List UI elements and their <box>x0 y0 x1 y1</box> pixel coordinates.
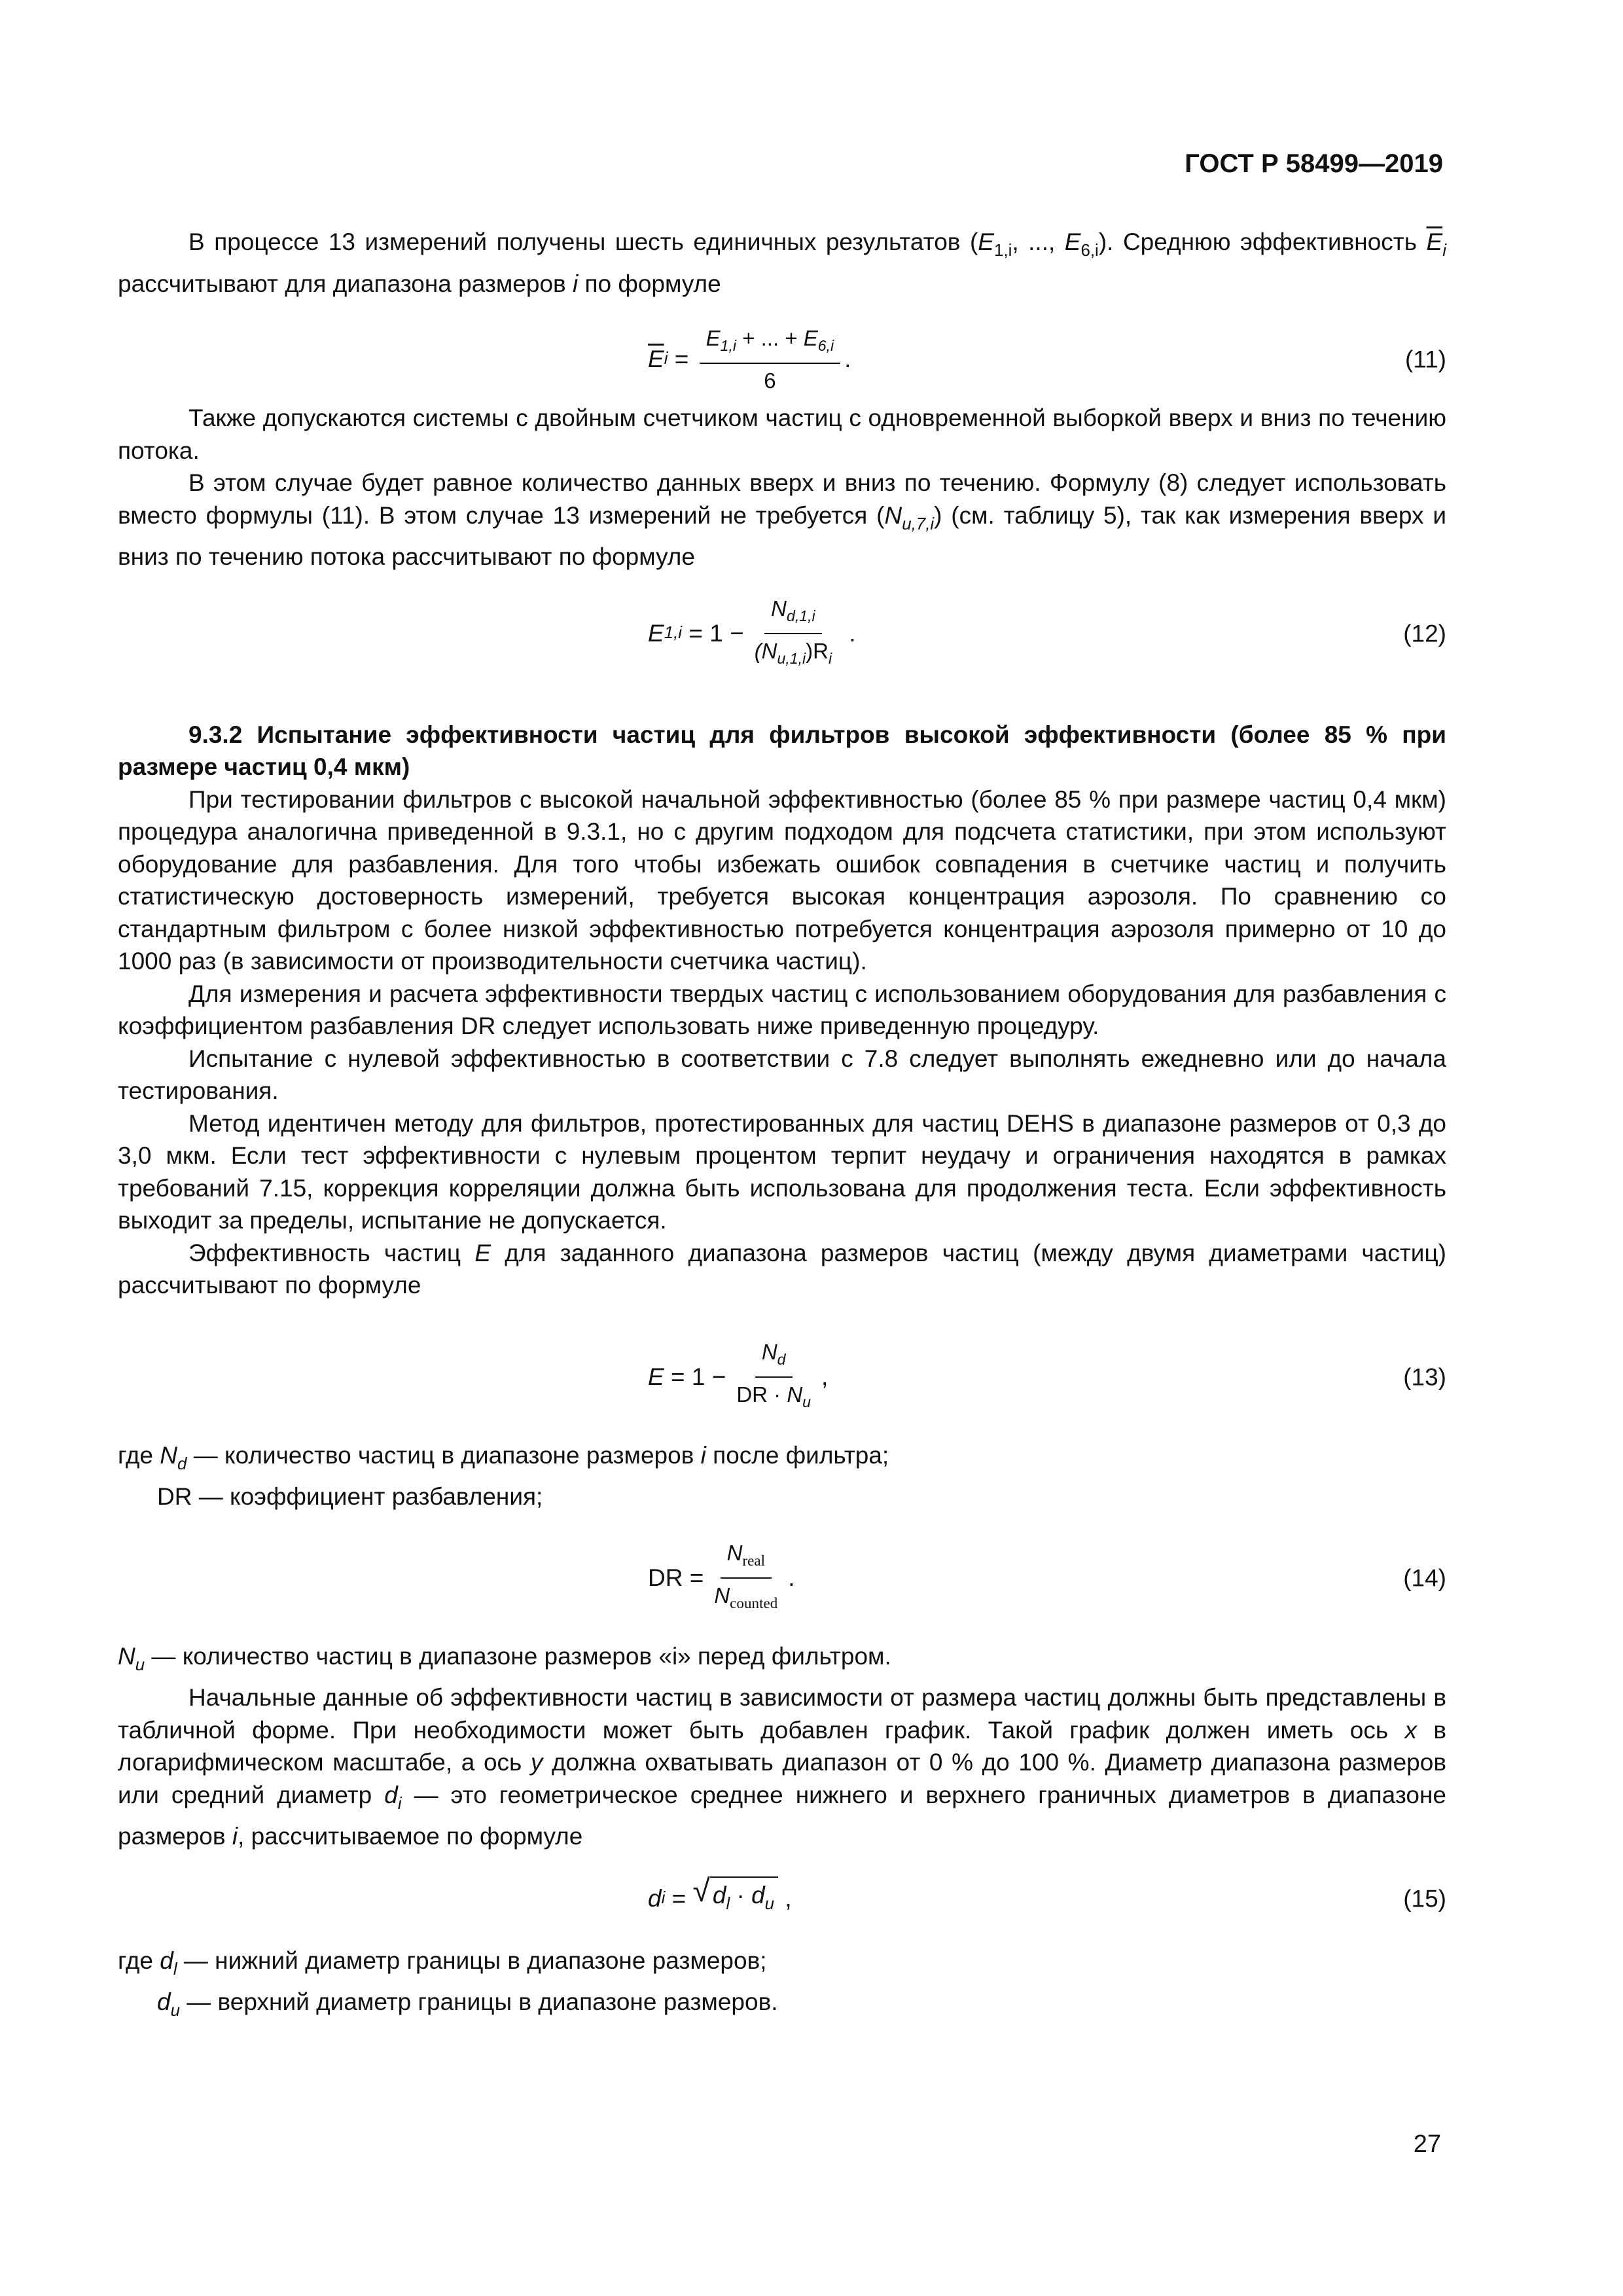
formula-number-12: (12) <box>1403 619 1446 647</box>
formula-number-14: (14) <box>1403 1564 1446 1591</box>
fraction-13: $\frac{N_d}{DR \cdot N_u}$ <box>730 1338 817 1416</box>
formula-number-11: (11) <box>1404 346 1446 373</box>
formula-13: E = 1 − $\frac{N_d}{DR \cdot N_u}$ , (13) <box>118 1328 1446 1426</box>
formula-12: E 1,i = 1 − $\frac{N_{d,1,i}}{(N_{u,1,i})R_i}$ . (12) <box>118 588 1446 679</box>
page-number: 27 <box>1413 2130 1441 2158</box>
where-dl: где $d_l$ — нижний диаметр границы в диапазоне размеров; <box>118 1946 767 1979</box>
paragraph-dual-counter: Также допускаются системы с двойным счетчиком частиц с одновременной выборкой вверх и вниз по течению потока. <box>118 404 1446 464</box>
document-header-id: ГОСТ Р 58499—2019 <box>1185 149 1443 178</box>
fraction-11: $\frac{E_{1,i} + ... + E_{6,i}}{6}$ <box>700 324 841 395</box>
formula-number-15: (15) <box>1403 1885 1446 1912</box>
paragraph-initial-data: Начальные данные об эффективности частиц в зависимости от размера частиц должны быть представлены в табличной форме. При необходимости может быть добавлен график. Такой график должен иметь ось x в логарифмическом масштабе, а ось y должна охватывать диапазон от 0 % до 100 %. Диаметр диапазона размеров или средний диаметр $d_i$ — это геометрическое среднее нижнего и верхнего граничных диаметров в диапазоне размеров i, рассчитываемое по формуле <box>118 1684 1447 1850</box>
formula-11: $\overline{E}$ i = $\frac{E_{1,i} + ... + E_{6,i}}{6}$ . (11) <box>118 317 1446 402</box>
formula-15: d i = √ $d_l \cdot d_u$ , (15) <box>118 1866 1446 1931</box>
paragraph-method: Метод идентичен методу для фильтров, протестированных для частиц DEHS в диапазоне размеров от 0,3 до 3,0 мкм. Если тест эффективности с нулевым процентом терпит неудачу и ограничения находятся в рамках требований 7.15, коррекция корреляции должна быть использована для продолжения теста. Если эффективность выходит за пределы, испытание не допускается. <box>118 1109 1446 1234</box>
formula-number-13: (13) <box>1403 1363 1446 1390</box>
formula-14: DR = $\frac{N_{real}}{N_{counted}}$ . (14) <box>118 1529 1446 1627</box>
section-heading-9-3-2: 9.3.2 Испытание эффективности частиц для фильтров высокой эффективности (более 85 % при размере частиц 0,4 мкм) <box>118 721 1446 781</box>
page-content <box>118 226 1446 2028</box>
nu-definition: $N_u$ — количество частиц в диапазоне размеров «i» перед фильтром. <box>118 1642 891 1674</box>
paragraph-equal-data: В этом случае будет равное количество данных вверх и вниз по течению. Формулу (8) следует использовать вместо формулы (11). В этом случае 13 измерений не требуется $(N_{u,7,i})$ (см. таблицу 5), так как измерения вверх и вниз по течению потока рассчитывают по формуле <box>118 469 1446 571</box>
paragraph-high-efficiency: При тестировании фильтров с высокой начальной эффективностью (более 85 % при размере частиц 0,4 мкм) процедура аналогична приведенной в 9.3.1, но с другим подходом для подсчета статистики, при этом используют оборудование для разбавления. Для того чтобы избежать ошибок совпадения в счетчике частиц и получить статистическую достоверность измерений, требуется высокая концентрация аэрозоля. По сравнению со стандартным фильтром с более низкой эффективностью потребуется концентрация аэрозоля примерно от 10 до 1000 раз (в зависимости от производительности счетчика частиц). <box>118 785 1446 975</box>
square-root-15: √ $d_l \cdot d_u$ <box>693 1876 779 1921</box>
paragraph-dilution: Для измерения и расчета эффективности твердых частиц с использованием оборудования для разбавления с коэффициентом разбавления DR следует использовать ниже приведенную процедуру. <box>118 980 1446 1040</box>
where-du: $d_u$ — верхний диаметр границы в диапазоне размеров. <box>157 1988 778 2020</box>
where-dr: DR — коэффициент разбавления; <box>157 1483 543 1511</box>
fraction-14: $\frac{N_{real}}{N_{counted}}$ <box>707 1539 784 1617</box>
paragraph-intro: В процессе 13 измерений получены шесть единичных результатов ($E_{1,i}$, ..., $E_{6,i}$). Среднюю эффективность $\overline{E}_i$ рассчитывают для диапазона размеров i по формуле <box>118 228 1446 297</box>
where-nd: где $N_d$ — количество частиц в диапазоне размеров i после фильтра; <box>118 1441 889 1473</box>
fraction-12: $\frac{N_{d,1,i}}{(N_{u,1,i})R_i}$ <box>748 594 838 673</box>
paragraph-efficiency-e: Эффективность частиц E для заданного диапазона размеров частиц (между двумя диаметрами частиц) рассчитывают по формуле <box>118 1239 1446 1299</box>
paragraph-zero-efficiency: Испытание с нулевой эффективностью в соответствии с 7.8 следует выполнять ежедневно или до начала тестирования. <box>118 1045 1446 1105</box>
